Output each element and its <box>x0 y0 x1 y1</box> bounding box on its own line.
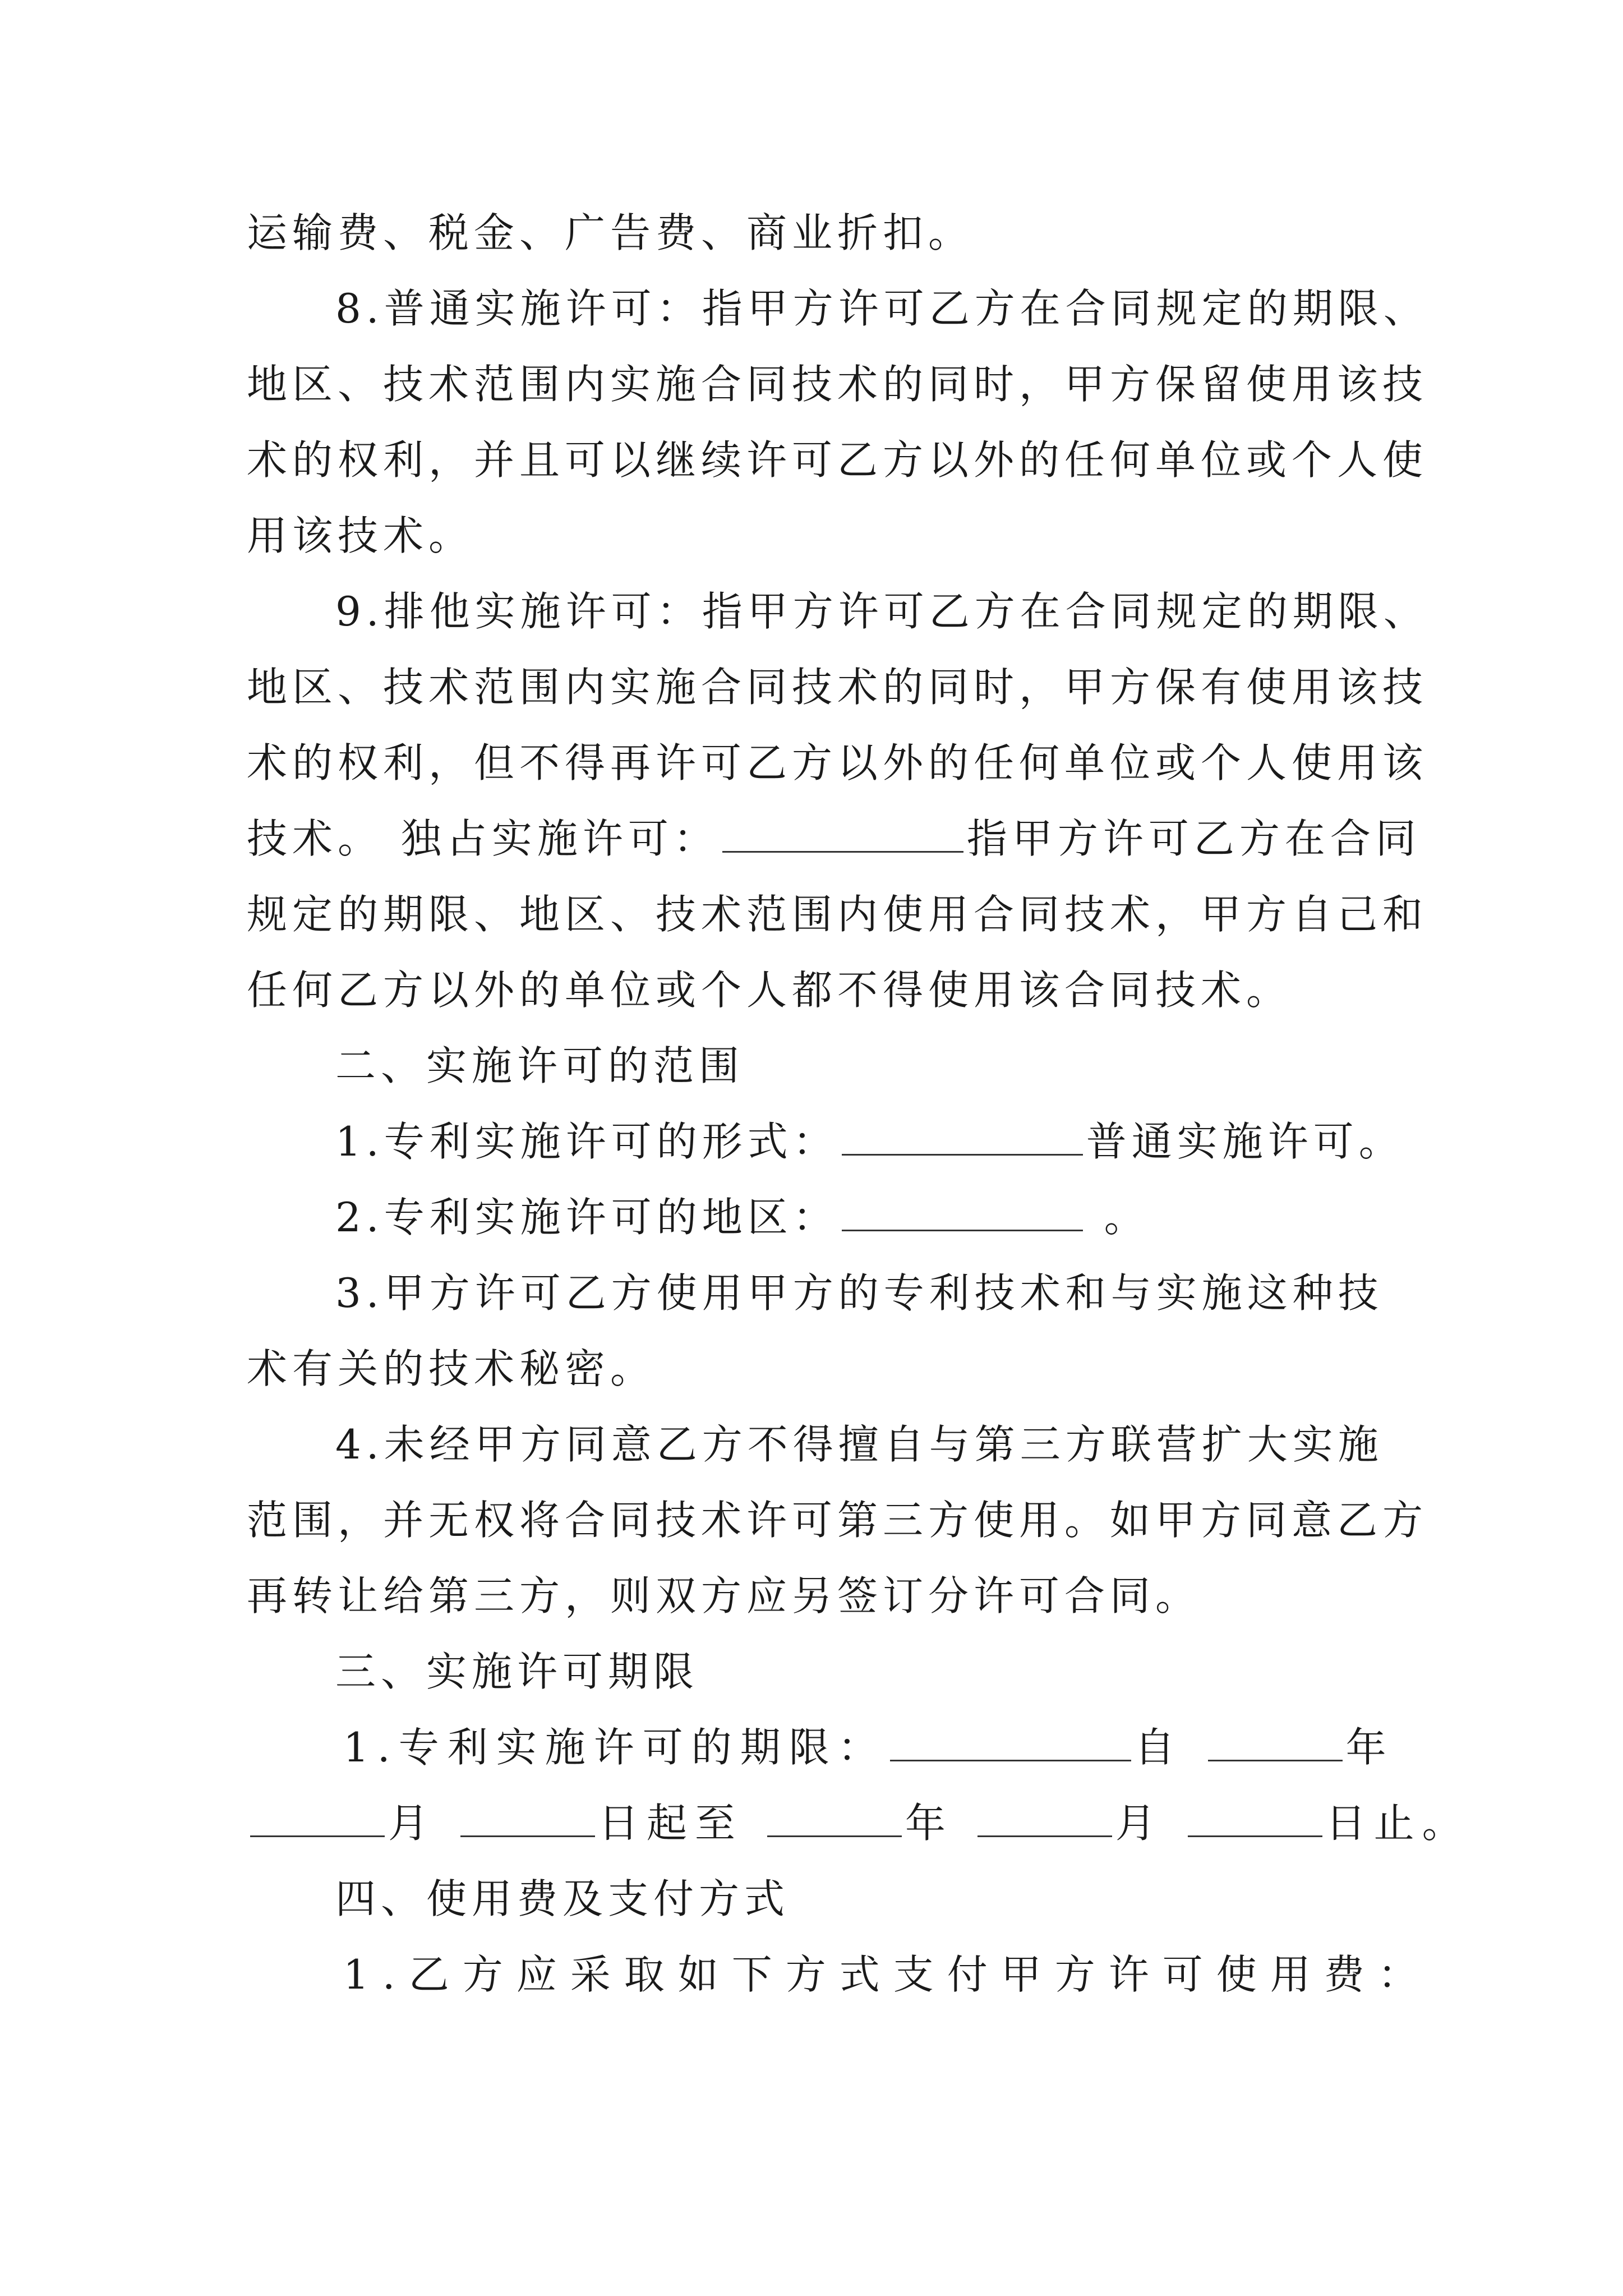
text-line: 用该技术。 <box>247 512 474 559</box>
text-line: 范围，并无权将合同技术许可第三方使用。如甲方同意乙方 <box>247 1497 1428 1544</box>
term-year: 年 <box>1345 1724 1395 1771</box>
text-line: 术的权利，并且可以继续许可乙方以外的任何单位或个人使 <box>247 436 1428 484</box>
text-line: 任何乙方以外的单位或个人都不得使用该合同技术。 <box>247 967 1292 1014</box>
exclusive-license-line <box>247 811 1421 867</box>
exclusive-after: 指甲方许可乙方在合同 <box>966 815 1421 862</box>
text-line: 术的权利，但不得再许可乙方以外的任何单位或个人使用该 <box>247 739 1428 786</box>
form-value: 普通实施许可。 <box>1086 1118 1404 1165</box>
term-label: 1.专利实施许可的期限： <box>343 1724 887 1771</box>
text-line: 规定的期限、地区、技术范围内使用合同技术，甲方自己和 <box>247 891 1428 938</box>
section-heading: 二、实施许可的范围 <box>335 1042 745 1089</box>
exclusive-before: 技术。 独占实施许可： <box>247 815 719 862</box>
text-line: 地区、技术范围内实施合同技术的同时，甲方保有使用该技 <box>247 664 1428 711</box>
blank-field[interactable] <box>842 1148 1083 1156</box>
term-line <box>343 1719 1399 1775</box>
blank-field[interactable] <box>842 1224 1083 1231</box>
section-heading: 三、实施许可期限 <box>335 1648 699 1695</box>
blank-field[interactable] <box>767 1830 902 1837</box>
blank-field[interactable] <box>890 1754 1131 1761</box>
region-line <box>335 1189 1391 1245</box>
form-line <box>335 1114 1404 1170</box>
text-line: 4.未经甲方同意乙方不得擅自与第三方联营扩大实施 <box>335 1421 1384 1468</box>
blank-field[interactable] <box>1188 1830 1322 1837</box>
term-day-from: 日起至 <box>598 1800 743 1847</box>
text-line: 1.乙方应采取如下方式支付甲方许可使用费： <box>343 1951 1432 1998</box>
text-line: 地区、技术范围内实施合同技术的同时，甲方保留使用该技 <box>247 361 1428 408</box>
text-line: 9.排他实施许可：指甲方许可乙方在合同规定的期限、 <box>335 588 1429 635</box>
term-year-to: 年 <box>905 1800 953 1847</box>
text-line: 术有关的技术秘密。 <box>247 1345 656 1392</box>
blank-field[interactable] <box>460 1830 595 1837</box>
region-end: 。 <box>1104 1194 1150 1241</box>
blank-field[interactable] <box>250 1830 385 1837</box>
text-line: 8.普通实施许可：指甲方许可乙方在合同规定的期限、 <box>335 285 1429 332</box>
term-month: 月 <box>388 1800 437 1847</box>
text-line: 运输费、税金、广告费、商业折扣。 <box>247 209 974 256</box>
text-line: 再转让给第三方，则双方应另签订分许可合同。 <box>247 1572 1201 1619</box>
blank-field[interactable] <box>722 845 963 853</box>
form-label: 1.专利实施许可的形式： <box>335 1118 838 1165</box>
term-dates-line <box>247 1795 1470 1851</box>
text-line: 3.甲方许可乙方使用甲方的专利技术和与实施这种技 <box>335 1269 1384 1317</box>
blank-field[interactable] <box>1208 1754 1343 1761</box>
region-label: 2.专利实施许可的地区： <box>335 1194 838 1241</box>
section-heading: 四、使用费及支付方式 <box>335 1875 790 1922</box>
term-month-to: 月 <box>1115 1800 1164 1847</box>
term-from: 自 <box>1134 1724 1183 1771</box>
blank-field[interactable] <box>978 1830 1112 1837</box>
term-day-to: 日止。 <box>1325 1800 1470 1847</box>
